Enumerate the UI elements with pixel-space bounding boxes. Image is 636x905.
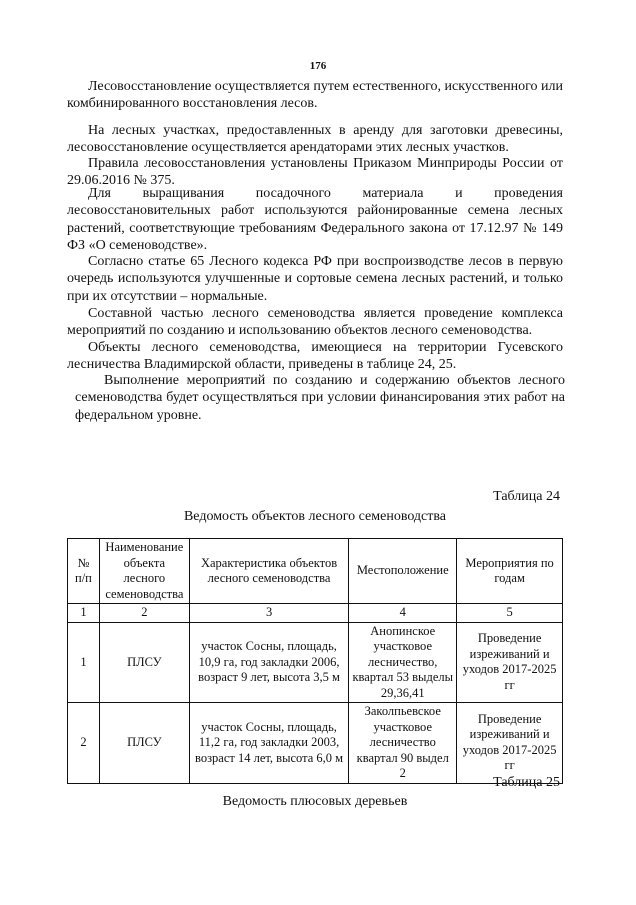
header-activities: Мероприятия по годам (457, 539, 563, 604)
objects-table (67, 538, 563, 784)
object-location: Анопинское участковое лесничество, квартал 53 выделы 29,36,41 (349, 622, 457, 703)
object-name: ПЛСУ (99, 703, 189, 784)
header-characteristics: Характеристика объектов лесного семеноводства (189, 539, 348, 604)
paragraph-5: Согласно статье 65 Лесного кодекса РФ при воспроизводстве лесов в первую очередь используются улучшенные и сортовые семена лесных растений, и только при их отсутствии – нормальные. (67, 254, 563, 304)
row-number: 1 (68, 622, 100, 703)
table24-label: Таблица 24 (493, 489, 560, 504)
paragraph-1: Лесовосстановление осуществляется путем естественного, искусственного или комбинированного восстановления лесов. (67, 79, 563, 112)
paragraph-3: Правила лесовосстановления установлены Приказом Минприроды России от 29.06.2016 № 375. (67, 156, 563, 189)
header-object-name: Наименование объекта лесного семеноводства (99, 539, 189, 604)
col-number: 2 (99, 604, 189, 623)
table24-title: Ведомость объектов лесного семеноводства (183, 509, 447, 524)
object-characteristics: участок Сосны, площадь, 10,9 га, год закладки 2006, возраст 9 лет, высота 3,5 м (189, 622, 348, 703)
header-number: № п/п (68, 539, 100, 604)
header-location: Местоположение (349, 539, 457, 604)
col-number: 3 (189, 604, 348, 623)
object-activities: Проведение изреживаний и уходов 2017-2025 гг (457, 703, 563, 784)
object-characteristics: участок Сосны, площадь, 11,2 га, год закладки 2003, возраст 14 лет, высота 6,0 м (189, 703, 348, 784)
paragraph-4: Для выращивания посадочного материала и проведения лесовосстановительных работ используются районированные семена лесных растений, соответствующие требованиям Федерального закона от 17.12.97 № 149 ФЗ «О семеноводстве». (67, 186, 563, 254)
col-number: 5 (457, 604, 563, 623)
object-activities: Проведение изреживаний и уходов 2017-2025 гг (457, 622, 563, 703)
object-location: Заколпьевское участковое лесничество квартал 90 выдел 2 (349, 703, 457, 784)
paragraph-8: Выполнение мероприятий по созданию и содержанию объектов лесного семеноводства будет осуществляться при условии финансирования этих работ на федеральном уровне. (75, 373, 565, 423)
paragraph-7: Объекты лесного семеноводства, имеющиеся на территории Гусевского лесничества Владимирской области, приведены в таблице 24, 25. (67, 340, 563, 373)
paragraph-2: На лесных участках, предоставленных в аренду для заготовки древесины, лесовосстановление осуществляется арендаторами этих лесных участков. (67, 123, 563, 156)
column-number-row (68, 604, 563, 623)
page-number: 176 (309, 60, 327, 72)
paragraph-6: Составной частью лесного семеноводства является проведение комплекса мероприятий по созданию и использованию объектов лесного семеноводства. (67, 306, 563, 339)
table25-label: Таблица 25 (493, 775, 560, 790)
table-row (68, 622, 563, 703)
col-number: 4 (349, 604, 457, 623)
object-name: ПЛСУ (99, 622, 189, 703)
row-number: 2 (68, 703, 100, 784)
table-row (68, 703, 563, 784)
col-number: 1 (68, 604, 100, 623)
table-header-row (68, 539, 563, 604)
table25-title: Ведомость плюсовых деревьев (222, 794, 408, 809)
